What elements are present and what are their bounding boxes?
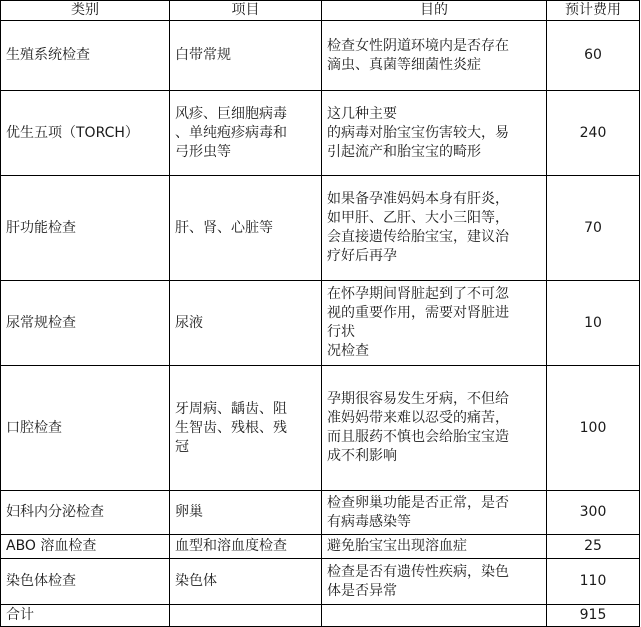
purpose-text: 检查卵巢功能是否正常，是否 有病毒感染等	[327, 494, 509, 530]
row-purpose	[322, 21, 547, 91]
table-row	[1, 91, 640, 176]
row-cost: 100	[547, 366, 640, 491]
purpose-text: 这几种主要 的病毒对胎宝宝伤害较大，易 引起流产和胎宝宝的畸形	[327, 105, 509, 160]
row-cost: 60	[547, 21, 640, 91]
item-text: 肝、肾、心脏等	[175, 219, 273, 236]
total-row	[1, 605, 640, 627]
row-category: 优生五项（TORCH）	[1, 91, 170, 176]
row-cost: 240	[547, 91, 640, 176]
row-category: 尿常规检查	[1, 281, 170, 366]
item-text: 尿液	[175, 314, 203, 331]
header-category: 类别	[1, 1, 170, 21]
row-category: 口腔检查	[1, 366, 170, 491]
row-purpose	[322, 605, 547, 627]
row-item	[170, 21, 322, 91]
purpose-text: 孕期很容易发生牙病，不但给 准妈妈带来难以忍受的痛苦， 而且服药不慎也会给胎宝宝造 成不利影响	[327, 391, 509, 464]
item-text: 卵巢	[175, 504, 203, 520]
row-item	[170, 491, 322, 535]
purpose-text: 检查是否有遗传性疾病，染色 体是否异常	[327, 563, 509, 599]
table-row	[1, 21, 640, 91]
total-cost: 915	[547, 605, 640, 627]
table-row	[1, 176, 640, 281]
row-purpose	[322, 535, 547, 559]
row-item	[170, 366, 322, 491]
row-category: 染色体检查	[1, 559, 170, 605]
table-row	[1, 366, 640, 491]
item-text: 风疹、巨细胞病毒 、单纯疱疹病毒和 弓形虫等	[175, 105, 287, 160]
header-purpose: 目的	[322, 1, 547, 21]
row-purpose	[322, 366, 547, 491]
table-row	[1, 535, 640, 559]
total-label: 合计	[1, 605, 170, 627]
row-item	[170, 91, 322, 176]
row-cost: 110	[547, 559, 640, 605]
table-row	[1, 281, 640, 366]
item-text: 血型和溶血度检查	[175, 538, 287, 554]
purpose-text: 在怀孕期间肾脏起到了不可忽 视的重要作用，需要对肾脏进 行状 况检查	[327, 286, 509, 359]
row-cost: 70	[547, 176, 640, 281]
row-item	[170, 605, 322, 627]
row-purpose	[322, 176, 547, 281]
row-category: 生殖系统检查	[1, 21, 170, 91]
row-category: ABO 溶血检查	[1, 535, 170, 559]
table-row	[1, 559, 640, 605]
row-cost: 300	[547, 491, 640, 535]
row-purpose	[322, 91, 547, 176]
purpose-text: 如果备孕准妈妈本身有肝炎， 如甲肝、乙肝、大小三阳等， 会直接遗传给胎宝宝，建议治 疗好后再孕	[327, 191, 509, 264]
header-item: 项目	[170, 1, 322, 21]
row-category: 妇科内分泌检查	[1, 491, 170, 535]
item-text: 牙周病、龋齿、阻 生智齿、残根、残 冠	[175, 400, 287, 455]
table-row	[1, 491, 640, 535]
header-row	[1, 1, 640, 21]
purpose-text: 避免胎宝宝出现溶血症	[327, 538, 467, 554]
row-item	[170, 281, 322, 366]
row-item	[170, 176, 322, 281]
header-cost: 预计费用	[547, 1, 640, 21]
row-cost: 10	[547, 281, 640, 366]
row-item	[170, 559, 322, 605]
row-item	[170, 535, 322, 559]
row-purpose	[322, 281, 547, 366]
row-purpose	[322, 559, 547, 605]
row-purpose	[322, 491, 547, 535]
purpose-text: 检查女性阴道环境内是否存在 滴虫、真菌等细菌性炎症	[327, 37, 509, 73]
item-text: 染色体	[175, 573, 217, 589]
row-cost: 25	[547, 535, 640, 559]
item-text: 白带常规	[175, 47, 231, 63]
row-category: 肝功能检查	[1, 176, 170, 281]
